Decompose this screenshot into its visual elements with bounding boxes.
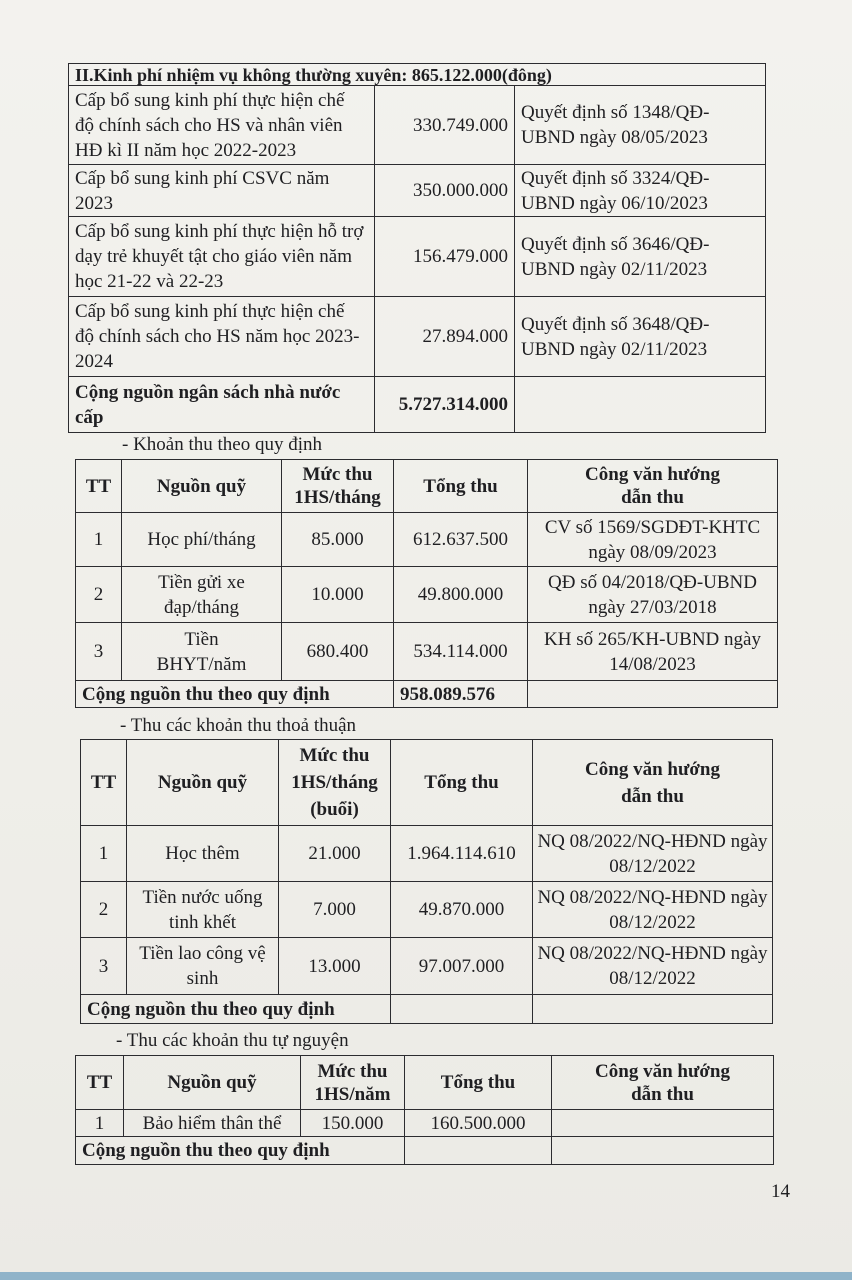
- fees-voluntary-table: [75, 1055, 774, 1165]
- section2-row-amount: 330.749.000: [375, 86, 515, 165]
- row-doc: [552, 1110, 774, 1137]
- col-header-tt: TT: [76, 460, 122, 513]
- col-header-total: Tổng thu: [391, 740, 533, 826]
- row-total: 612.637.500: [394, 513, 528, 567]
- section2-row-decision: Quyết định số 3646/QĐ-UBND ngày 02/11/2023: [515, 217, 766, 297]
- col-header-doc: Công văn hướng dẫn thu: [552, 1056, 774, 1110]
- empty-cell: [528, 681, 778, 708]
- row-rate: 7.000: [279, 882, 391, 938]
- page-number: 14: [771, 1181, 790, 1202]
- section2-row-amount: 350.000.000: [375, 165, 515, 217]
- col-header-rate: Mức thu 1HS/tháng: [282, 460, 394, 513]
- section2-total-label: Cộng nguồn ngân sách nhà nước cấp: [69, 377, 375, 433]
- row-doc: QĐ số 04/2018/QĐ-UBND ngày 27/03/2018: [528, 567, 778, 623]
- section2-row-decision: Quyết định số 3324/QĐ-UBND ngày 06/10/2023: [515, 165, 766, 217]
- fees-agreed-total-label: Cộng nguồn thu theo quy định: [81, 995, 391, 1024]
- row-tt: 1: [81, 826, 127, 882]
- col-header-doc: Công văn hướng dẫn thu: [528, 460, 778, 513]
- fees-regulated-title: - Khoản thu theo quy định: [122, 434, 323, 455]
- col-header-source: Nguồn quỹ: [127, 740, 279, 826]
- col-header-source: Nguồn quỹ: [122, 460, 282, 513]
- section2-row-decision: Quyết định số 3648/QĐ-UBND ngày 02/11/2023: [515, 297, 766, 377]
- fees-regulated-total-label: Cộng nguồn thu theo quy định: [76, 681, 394, 708]
- row-rate: 10.000: [282, 567, 394, 623]
- col-header-tt: TT: [81, 740, 127, 826]
- page-edge: [0, 1272, 852, 1280]
- section2-row-decision: Quyết định số 1348/QĐ-UBND ngày 08/05/2023: [515, 86, 766, 165]
- row-tt: 1: [76, 1110, 124, 1137]
- section2-row-desc: Cấp bổ sung kinh phí thực hiện chế độ chính sách cho HS năm học 2023-2024: [69, 297, 375, 377]
- section2-row-desc: Cấp bổ sung kinh phí CSVC năm 2023: [69, 165, 375, 217]
- row-total: 160.500.000: [405, 1110, 552, 1137]
- row-source: Tiền nước uống tinh khết: [127, 882, 279, 938]
- section2-row-desc: Cấp bổ sung kinh phí thực hiện hỗ trợ dạy trẻ khuyết tật cho giáo viên năm học 21-22 và 22-23: [69, 217, 375, 297]
- row-rate: 21.000: [279, 826, 391, 882]
- row-rate: 13.000: [279, 938, 391, 995]
- row-tt: 1: [76, 513, 122, 567]
- row-tt: 3: [81, 938, 127, 995]
- col-header-rate: Mức thu 1HS/tháng (buổi): [279, 740, 391, 826]
- fees-agreed-title: - Thu các khoản thu thoả thuận: [120, 715, 357, 736]
- row-total: 49.870.000: [391, 882, 533, 938]
- section2-header: II.Kinh phí nhiệm vụ không thường xuyên: 865.122.000(đông): [69, 64, 766, 86]
- row-doc: CV số 1569/SGDĐT-KHTC ngày 08/09/2023: [528, 513, 778, 567]
- fees-agreed-table: [80, 739, 773, 1024]
- row-doc: KH số 265/KH-UBND ngày 14/08/2023: [528, 623, 778, 681]
- row-source: Học thêm: [127, 826, 279, 882]
- row-doc: NQ 08/2022/NQ-HĐND ngày 08/12/2022: [533, 826, 773, 882]
- fees-regulated-total-amount: 958.089.576: [394, 681, 528, 708]
- row-source: Tiền gửi xe đạp/tháng: [122, 567, 282, 623]
- col-header-doc: Công văn hướng dẫn thu: [533, 740, 773, 826]
- row-doc: NQ 08/2022/NQ-HĐND ngày 08/12/2022: [533, 882, 773, 938]
- fees-voluntary-total-label: Cộng nguồn thu theo quy định: [76, 1137, 405, 1165]
- empty-cell: [533, 995, 773, 1024]
- section2-total-amount: 5.727.314.000: [375, 377, 515, 433]
- col-header-rate: Mức thu 1HS/năm: [301, 1056, 405, 1110]
- fees-regulated-table: [75, 459, 778, 708]
- col-header-total: Tổng thu: [405, 1056, 552, 1110]
- empty-cell: [552, 1137, 774, 1165]
- row-rate: 680.400: [282, 623, 394, 681]
- empty-cell: [391, 995, 533, 1024]
- row-total: 49.800.000: [394, 567, 528, 623]
- row-doc: NQ 08/2022/NQ-HĐND ngày 08/12/2022: [533, 938, 773, 995]
- section2-row-amount: 156.479.000: [375, 217, 515, 297]
- empty-cell: [405, 1137, 552, 1165]
- row-tt: 2: [81, 882, 127, 938]
- section2-row-desc: Cấp bổ sung kinh phí thực hiện chế độ chính sách cho HS và nhân viên HĐ kì II năm học 2022-2023: [69, 86, 375, 165]
- row-total: 534.114.000: [394, 623, 528, 681]
- col-header-tt: TT: [76, 1056, 124, 1110]
- row-source: Học phí/tháng: [122, 513, 282, 567]
- empty-cell: [515, 377, 766, 433]
- row-total: 97.007.000: [391, 938, 533, 995]
- row-tt: 3: [76, 623, 122, 681]
- col-header-total: Tổng thu: [394, 460, 528, 513]
- row-rate: 85.000: [282, 513, 394, 567]
- row-source: Bảo hiểm thân thể: [124, 1110, 301, 1137]
- row-total: 1.964.114.610: [391, 826, 533, 882]
- row-source: Tiền BHYT/năm: [122, 623, 282, 681]
- section2-row-amount: 27.894.000: [375, 297, 515, 377]
- row-tt: 2: [76, 567, 122, 623]
- row-source: Tiền lao công vệ sinh: [127, 938, 279, 995]
- fees-voluntary-title: - Thu các khoản thu tự nguyện: [116, 1030, 349, 1051]
- row-rate: 150.000: [301, 1110, 405, 1137]
- section2-table: [68, 63, 766, 433]
- col-header-source: Nguồn quỹ: [124, 1056, 301, 1110]
